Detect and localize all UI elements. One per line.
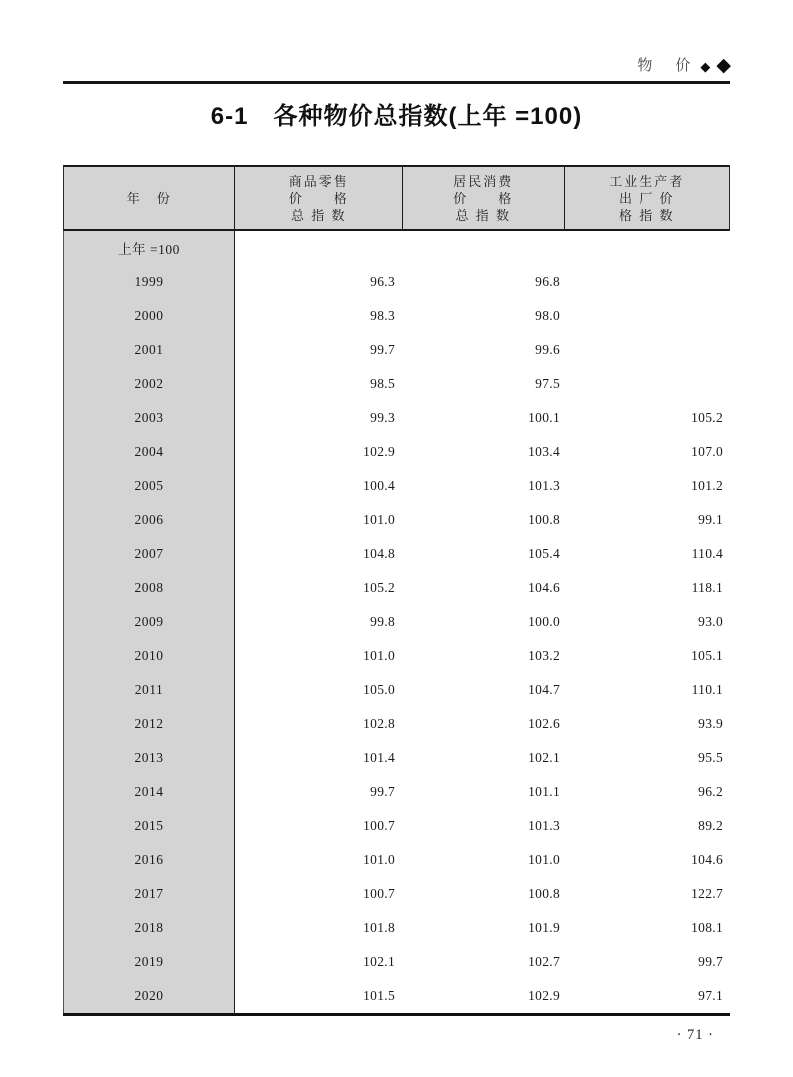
ppi-cell: 104.6: [691, 852, 723, 867]
cpi-cell: 103.4: [528, 444, 560, 459]
table-header-row: [63, 165, 730, 231]
year-cell: 2001: [63, 333, 235, 367]
cpi-cell: 99.6: [535, 342, 560, 357]
cpi-cell: 98.0: [535, 308, 560, 323]
column-header-retail-price-index: [235, 167, 403, 229]
cpi-cell: 102.1: [528, 750, 560, 765]
retail-price-cell: 101.8: [363, 920, 395, 935]
column-header-line: 格 指 数: [618, 207, 675, 223]
retail-price-cell: 99.8: [370, 614, 395, 629]
year-cell: 2019: [63, 945, 235, 979]
year-cell: 2002: [63, 367, 235, 401]
retail-price-cell: 104.8: [363, 546, 395, 561]
cpi-cell: 100.0: [528, 614, 560, 629]
table-row: [63, 979, 730, 1013]
ppi-cell: 99.7: [698, 954, 723, 969]
ppi-cell: 107.0: [691, 444, 723, 459]
column-header-consumer-price-index: [403, 167, 565, 229]
ppi-cell: 122.7: [691, 886, 723, 901]
retail-price-cell: 101.0: [363, 852, 395, 867]
table-row: [63, 843, 730, 877]
ppi-cell: 110.4: [691, 546, 723, 561]
year-cell: 2017: [63, 877, 235, 911]
retail-price-cell: 99.3: [370, 410, 395, 425]
ppi-cell: 97.1: [698, 988, 723, 1003]
year-cell: 1999: [63, 265, 235, 299]
ppi-cell: 93.0: [698, 614, 723, 629]
column-header-line: 总 指 数: [455, 207, 511, 223]
table-row: [63, 741, 730, 775]
table-row: [63, 265, 730, 299]
header-rule: [63, 81, 730, 84]
year-cell: 2010: [63, 639, 235, 673]
table-row: [63, 605, 730, 639]
ppi-cell: 105.2: [691, 410, 723, 425]
table-body: [63, 231, 730, 1016]
ppi-cell: 89.2: [698, 818, 723, 833]
retail-price-cell: 105.0: [363, 682, 395, 697]
table-row: [63, 435, 730, 469]
base-note-row: [63, 231, 730, 265]
page-title: 6-1 各种物价总指数(上年 =100): [210, 103, 583, 130]
year-cell: 2005: [63, 469, 235, 503]
table-row: [63, 775, 730, 809]
cpi-cell: 96.8: [535, 274, 560, 289]
year-cell: 2016: [63, 843, 235, 877]
ppi-cell: 99.1: [698, 512, 723, 527]
table-row: [63, 469, 730, 503]
year-cell: 2014: [63, 775, 235, 809]
chapter-label: 物 价: [637, 57, 695, 74]
column-header-line: 居民消费: [453, 173, 514, 189]
cpi-cell: 101.1: [528, 784, 560, 799]
table-row: [63, 299, 730, 333]
retail-price-cell: 100.7: [363, 818, 395, 833]
cpi-cell: 101.3: [528, 478, 560, 493]
column-header-line: 年 份: [126, 190, 172, 206]
page-number: · 71 ·: [676, 1027, 714, 1043]
column-header-line: 工业生产者: [609, 173, 685, 189]
year-cell: 2007: [63, 537, 235, 571]
cpi-cell: 104.7: [528, 682, 560, 697]
year-cell: 2011: [63, 673, 235, 707]
retail-price-cell: 98.3: [370, 308, 395, 323]
cpi-cell: 100.8: [528, 886, 560, 901]
retail-price-cell: 101.0: [363, 648, 395, 663]
column-header-year: [64, 167, 235, 229]
retail-price-cell: 101.5: [363, 988, 395, 1003]
table-row: [63, 945, 730, 979]
retail-price-cell: 96.3: [370, 274, 395, 289]
table-row: [63, 911, 730, 945]
retail-price-cell: 99.7: [370, 342, 395, 357]
cpi-cell: 104.6: [528, 580, 560, 595]
cpi-cell: 103.2: [528, 648, 560, 663]
ppi-cell: 95.5: [698, 750, 723, 765]
year-cell: 2004: [63, 435, 235, 469]
table-row: [63, 333, 730, 367]
retail-price-cell: 105.2: [363, 580, 395, 595]
cpi-cell: 101.0: [528, 852, 560, 867]
year-cell: 2008: [63, 571, 235, 605]
year-cell: 2009: [63, 605, 235, 639]
column-header-line: 商品零售: [288, 173, 349, 189]
year-cell: 2012: [63, 707, 235, 741]
cpi-cell: 102.9: [528, 988, 560, 1003]
ppi-cell: 105.1: [691, 648, 723, 663]
ppi-cell: 101.2: [691, 478, 723, 493]
ppi-cell: 110.1: [691, 682, 723, 697]
diamond-icon: ◆: [716, 55, 731, 76]
column-header-producer-price-index: [565, 167, 730, 229]
column-header-line: 价 格: [288, 190, 349, 206]
table-row: [63, 877, 730, 911]
table-row: [63, 809, 730, 843]
column-header-line: 出 厂 价: [618, 190, 675, 206]
year-cell: 2003: [63, 401, 235, 435]
retail-price-cell: 102.8: [363, 716, 395, 731]
column-header-line: 价 格: [453, 190, 514, 206]
retail-price-cell: 99.7: [370, 784, 395, 799]
retail-price-cell: 101.4: [363, 750, 395, 765]
year-cell: 2006: [63, 503, 235, 537]
table-row: [63, 367, 730, 401]
retail-price-cell: 101.0: [363, 512, 395, 527]
table-row: [63, 571, 730, 605]
retail-price-cell: 102.1: [363, 954, 395, 969]
chapter-corner-mark: [637, 56, 731, 75]
table-row: [63, 673, 730, 707]
table-row: [63, 707, 730, 741]
cpi-cell: 101.3: [528, 818, 560, 833]
ppi-cell: 93.9: [698, 716, 723, 731]
table-row: [63, 503, 730, 537]
column-header-line: 总 指 数: [290, 207, 347, 223]
year-cell: 2018: [63, 911, 235, 945]
retail-price-cell: 98.5: [370, 376, 395, 391]
cpi-cell: 97.5: [535, 376, 560, 391]
ppi-cell: 118.1: [691, 580, 723, 595]
year-cell: 2000: [63, 299, 235, 333]
cpi-cell: 102.6: [528, 716, 560, 731]
price-index-table: [63, 165, 730, 1016]
cpi-cell: 105.4: [528, 546, 560, 561]
ppi-cell: 108.1: [691, 920, 723, 935]
retail-price-cell: 100.7: [363, 886, 395, 901]
table-row: [63, 639, 730, 673]
table-row: [63, 537, 730, 571]
base-note-cell: 上年 =100: [63, 231, 235, 265]
cpi-cell: 102.7: [528, 954, 560, 969]
diamond-icon: ◆: [700, 59, 711, 74]
cpi-cell: 100.1: [528, 410, 560, 425]
ppi-cell: 96.2: [698, 784, 723, 799]
year-cell: 2015: [63, 809, 235, 843]
table-row: [63, 401, 730, 435]
year-cell: 2013: [63, 741, 235, 775]
year-cell: 2020: [63, 979, 235, 1013]
retail-price-cell: 100.4: [363, 478, 395, 493]
cpi-cell: 101.9: [528, 920, 560, 935]
retail-price-cell: 102.9: [363, 444, 395, 459]
cpi-cell: 100.8: [528, 512, 560, 527]
